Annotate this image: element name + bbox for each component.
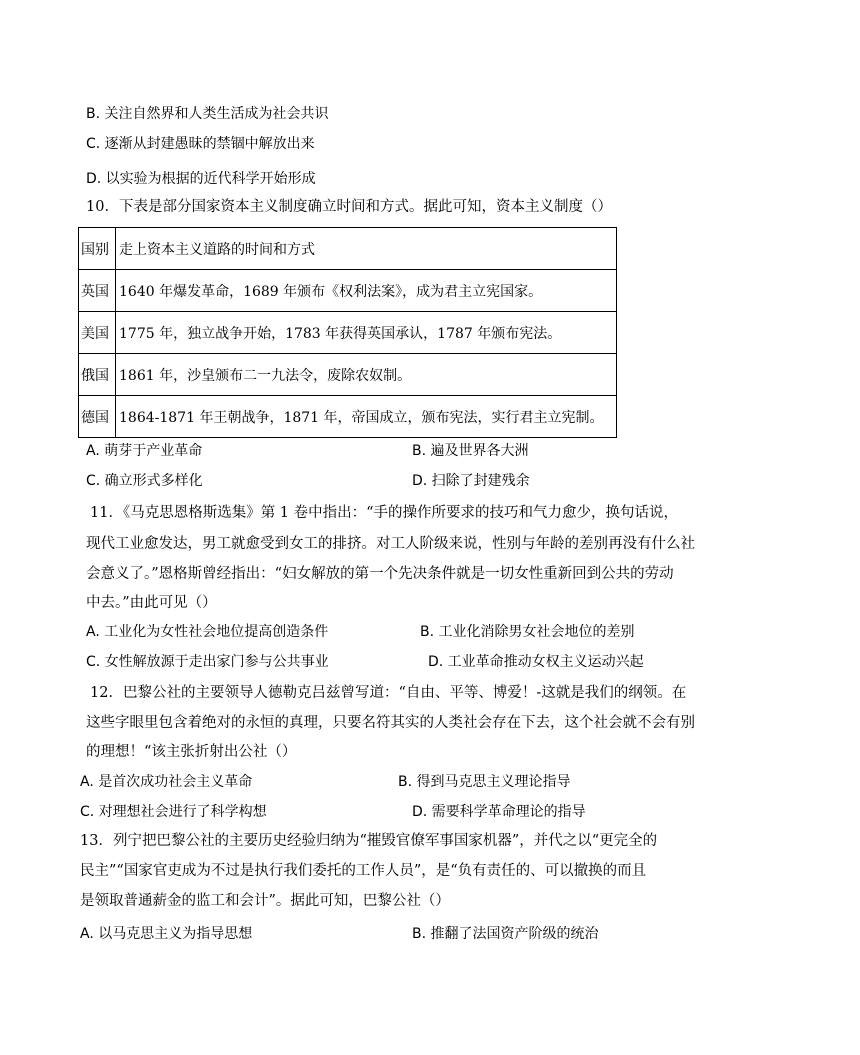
q12-stem-line: 的理想！“该主张折射出公社（） <box>86 744 297 760</box>
q10-stem: 10．下表是部分国家资本主义制度确立时间和方式。据此可知，资本主义制度（） <box>86 199 612 215</box>
table-row <box>79 270 617 312</box>
q10-option-a: A. 萌芽于产业革命 <box>86 443 203 459</box>
table-header-cell: 走上资本主义道路的时间和方式 <box>116 228 617 270</box>
q12-stem-line: 这些字眼里包含着绝对的永恒的真理，只要名符其实的人类社会存在下去，这个社会就不会有别 <box>86 715 695 731</box>
q10-option-c: C. 确立形式多样化 <box>86 473 203 489</box>
q13-stem-line: 民主”“国家官吏成为不过是执行我们委托的工作人员”，是“负有责任的、可以撤换的而且 <box>80 863 647 879</box>
q9-option-b: B. 关注自然界和人类生活成为社会共识 <box>86 106 329 122</box>
q11-option-b: B. 工业化消除男女社会地位的差别 <box>420 624 635 640</box>
table-cell-country: 俄国 <box>79 354 116 396</box>
table-cell-country: 美国 <box>79 312 116 354</box>
table-cell-description: 1775 年，独立战争开始，1783 年获得英国承认，1787 年颁布宪法。 <box>116 312 617 354</box>
q10-option-b: B. 遍及世界各大洲 <box>412 443 529 459</box>
q9-option-d: D. 以实验为根据的近代科学开始形成 <box>86 171 316 187</box>
table-row <box>79 354 617 396</box>
table-header-cell: 国别 <box>79 228 116 270</box>
q11-option-c: C. 女性解放源于走出家门参与公共事业 <box>86 654 329 670</box>
q12-stem-line: 12．巴黎公社的主要领导人德勒克吕兹曾写道：“自由、平等、博爱！-这就是我们的纲领。在 <box>90 685 687 701</box>
table-row <box>79 396 617 438</box>
q12-option-d: D. 需要科学革命理论的指导 <box>412 804 586 820</box>
q11-stem-line: 现代工业愈发达，男工就愈受到女工的排挤。对工人阶级来说，性别与年龄的差别再没有什么社 <box>86 536 695 552</box>
q13-stem-line: 是领取普通薪金的监工和会计”。据此可知，巴黎公社（） <box>80 893 450 909</box>
table-cell-country: 德国 <box>79 396 116 438</box>
table-cell-description: 1640 年爆发革命，1689 年颁布《权利法案》，成为君主立宪国家。 <box>116 270 617 312</box>
table-cell-description: 1861 年，沙皇颁布二一九法令，废除农奴制。 <box>116 354 617 396</box>
q12-option-a: A. 是首次成功社会主义革命 <box>80 774 253 790</box>
q11-stem-line: 11．《马克思恩格斯选集》第 1 卷中指出：“手的操作所要求的技巧和气力愈少，换句话说， <box>90 505 679 521</box>
q11-stem-line: 中去。”由此可见（） <box>86 595 217 611</box>
q12-option-b: B. 得到马克思主义理论指导 <box>398 774 571 790</box>
q13-option-a: A. 以马克思主义为指导思想 <box>80 926 253 942</box>
q10-option-d: D. 扫除了封建残余 <box>412 473 530 489</box>
q9-option-c: C. 逐渐从封建愚昧的禁锢中解放出来 <box>86 136 315 152</box>
table-header-row <box>79 228 617 270</box>
q13-option-b: B. 推翻了法国资产阶级的统治 <box>412 926 599 942</box>
table-row <box>79 312 617 354</box>
table-cell-country: 英国 <box>79 270 116 312</box>
q13-stem-line: 13．列宁把巴黎公社的主要历史经验归纳为“摧毁官僚军事国家机器”，并代之以“更完全的 <box>80 833 658 849</box>
q10-table <box>78 227 617 438</box>
q11-option-d: D. 工业革命推动女权主义运动兴起 <box>428 654 644 670</box>
q11-stem-line: 会意义了。”恩格斯曾经指出：“妇女解放的第一个先决条件就是一切女性重新回到公共的劳动 <box>86 566 674 582</box>
q11-option-a: A. 工业化为女性社会地位提高创造条件 <box>86 624 329 640</box>
q12-option-c: C. 对理想社会进行了科学构想 <box>80 804 267 820</box>
table-cell-description: 1864-1871 年王朝战争，1871 年，帝国成立，颁布宪法，实行君主立宪制。 <box>116 396 617 438</box>
